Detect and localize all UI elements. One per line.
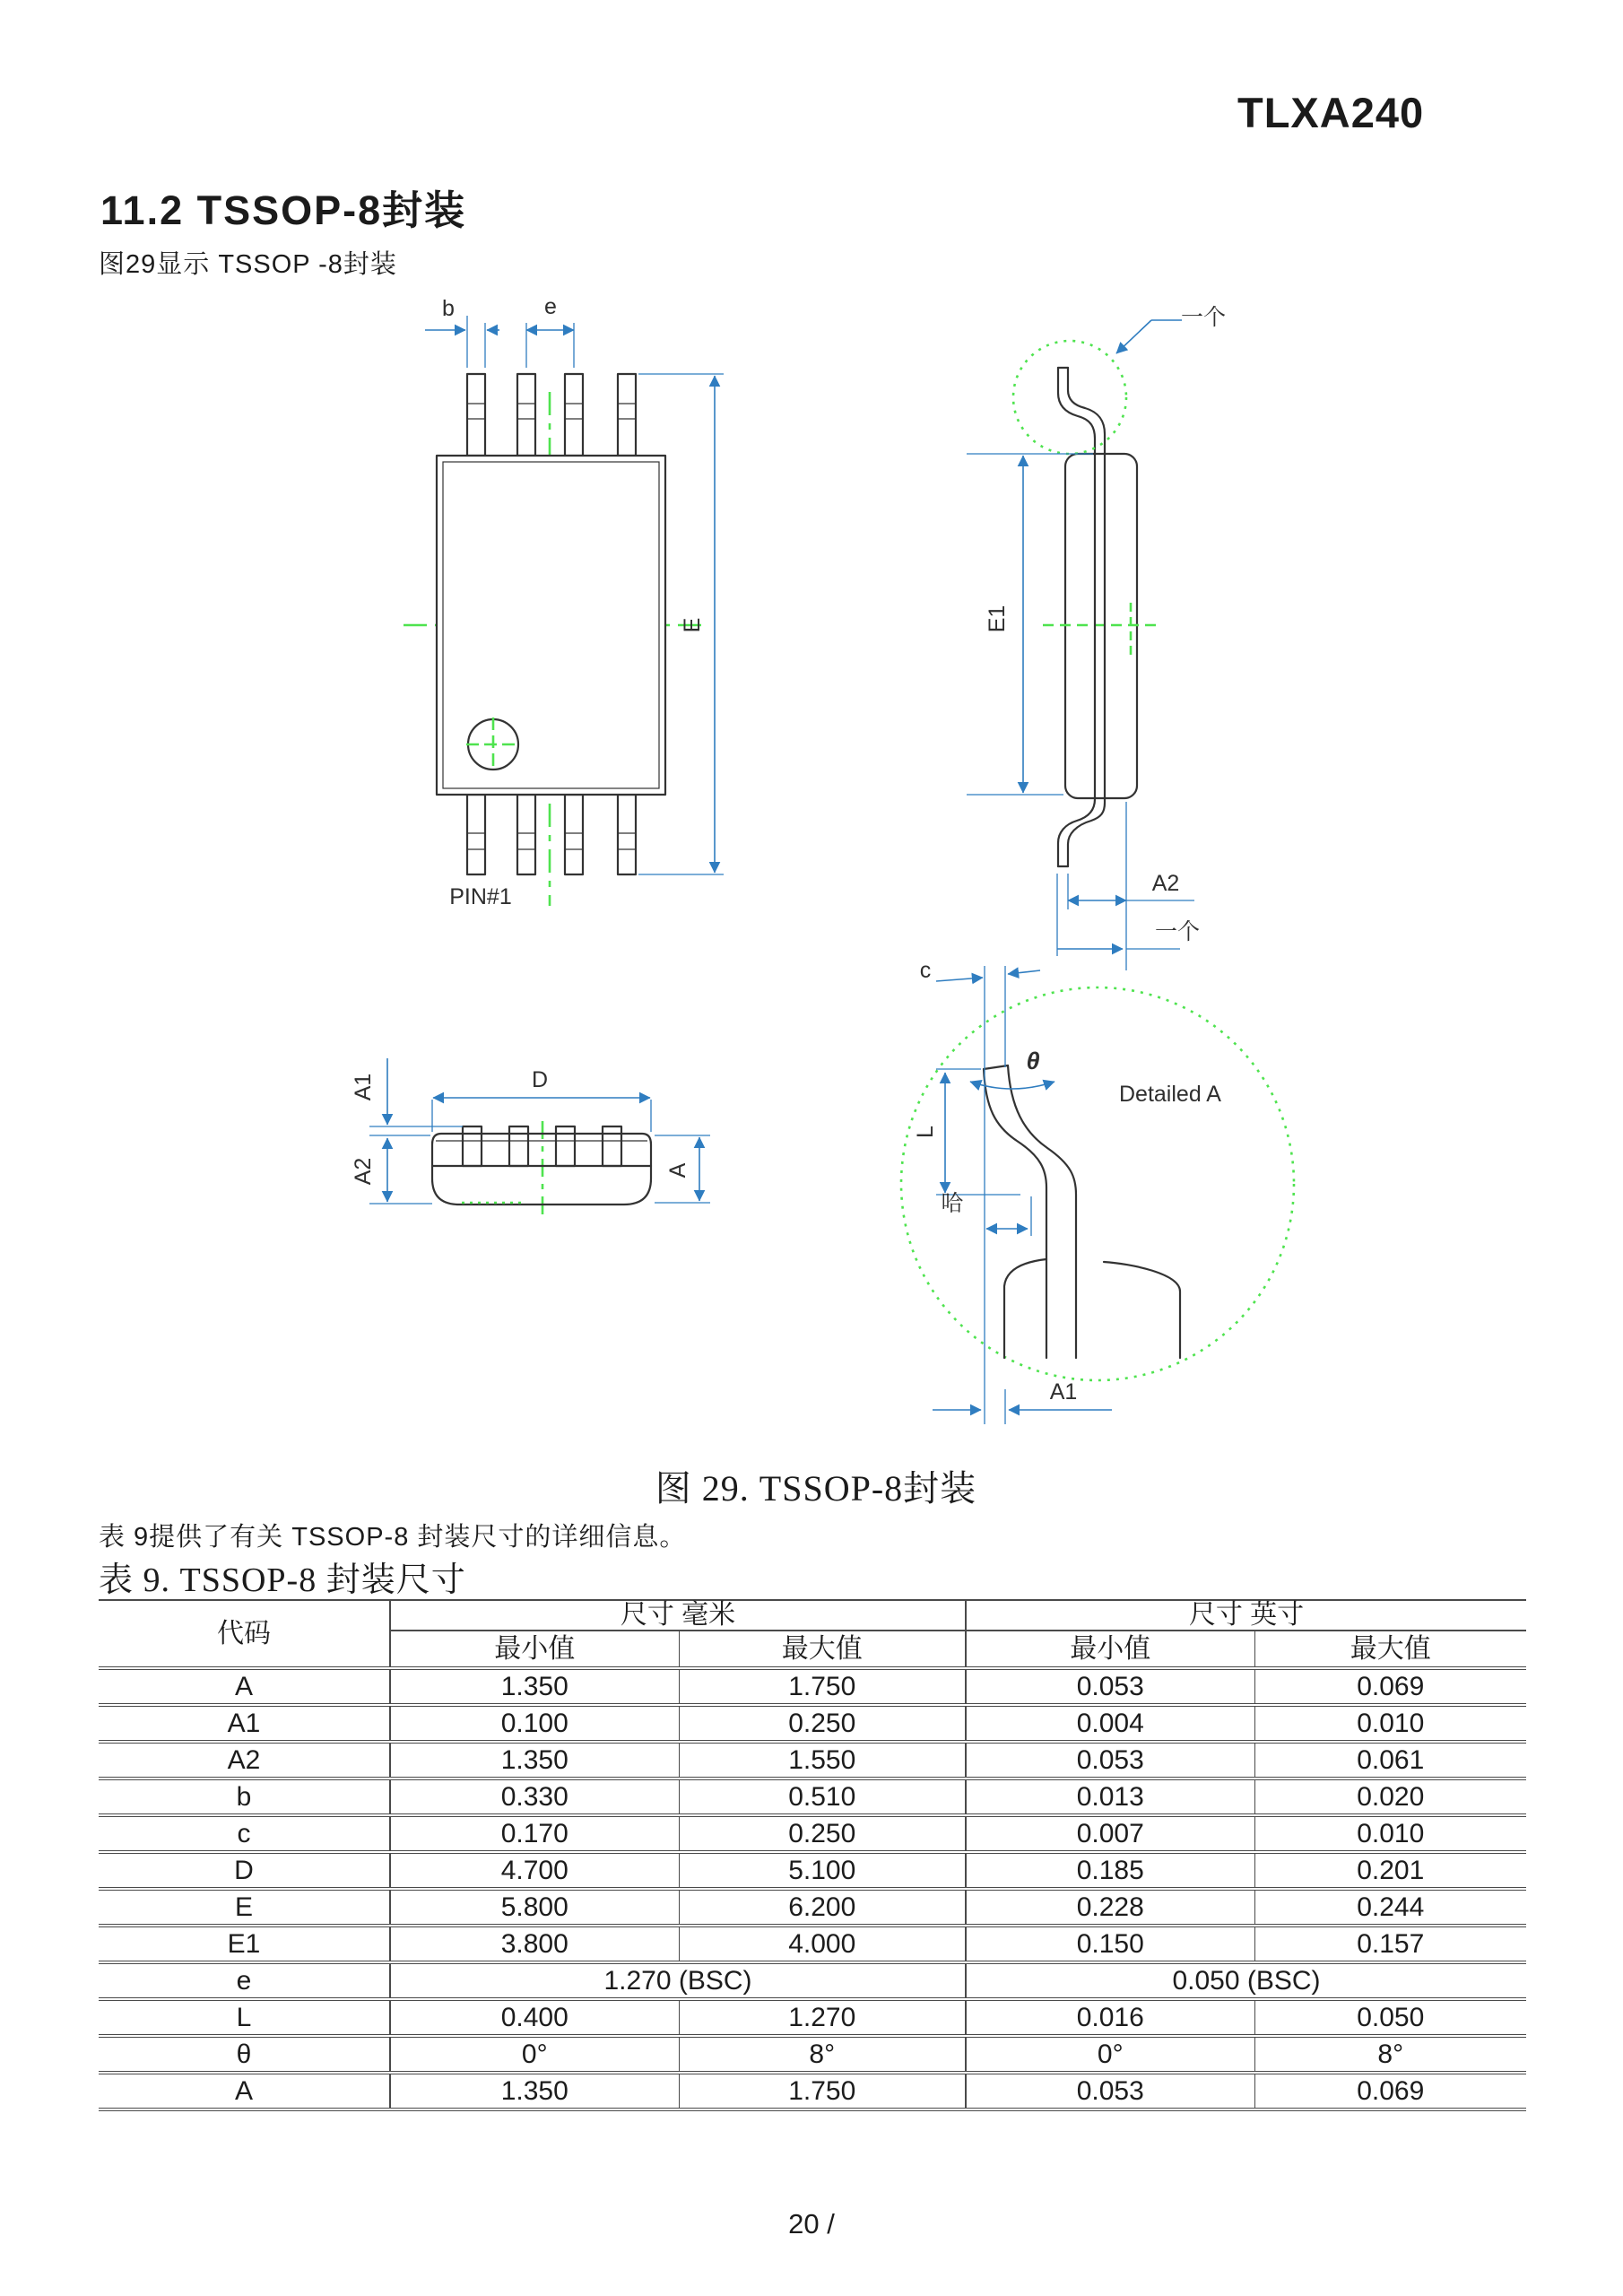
cell-mm-max: 8°: [679, 2036, 966, 2073]
cell-mm-min: 1.350: [390, 2073, 679, 2109]
cell-mm-max: 0.250: [679, 1705, 966, 1742]
cell-in-max: 0.069: [1254, 1668, 1526, 1705]
cell-mm-min: 1.350: [390, 1742, 679, 1779]
cell-in-min: 0.053: [966, 2073, 1254, 2109]
cell-mm-min: 0.330: [390, 1779, 679, 1815]
ha-dimension: [986, 1196, 1031, 1236]
top-pins: [467, 374, 636, 456]
cell-code: A1: [99, 1705, 390, 1742]
package-drawing-figure: [0, 296, 1623, 1462]
cell-mm-max: 0.510: [679, 1779, 966, 1815]
top-view-drawing: [404, 296, 724, 909]
detail-a-title: Detailed A: [1119, 1082, 1221, 1107]
col-group-mm: 尺寸 毫米: [390, 1600, 966, 1631]
detail-lead-outline: [984, 1065, 1180, 1358]
cell-in-max: 0.244: [1254, 1889, 1526, 1926]
col-group-inch: 尺寸 英寸: [966, 1600, 1526, 1631]
cell-mm-min: 1.350: [390, 1668, 679, 1705]
col-header-mm-max: 最大值: [679, 1631, 966, 1668]
cell-in-max: 0.020: [1254, 1779, 1526, 1815]
cell-code: A: [99, 2073, 390, 2109]
cell-mm-min: 0.400: [390, 1999, 679, 2036]
dim-label-L: L: [913, 1126, 938, 1138]
cell-mm-span: 1.270 (BSC): [390, 1962, 966, 1999]
cell-code: θ: [99, 2036, 390, 2073]
section-intro-text: 图29显示 TSSOP -8封装: [99, 250, 397, 279]
cell-code: A2: [99, 1742, 390, 1779]
table-row: [99, 2073, 1526, 2109]
table-row: [99, 1926, 1526, 1962]
pin1-label: PIN#1: [449, 884, 512, 909]
A2-dimension-front: [369, 1138, 432, 1204]
cell-in-span: 0.050 (BSC): [966, 1962, 1526, 1999]
col-header-in-max: 最大值: [1254, 1631, 1526, 1668]
table-intro-text: 表 9提供了有关 TSSOP-8 封装尺寸的详细信息。: [99, 1523, 687, 1552]
callout-bottom-label: 一个: [1154, 919, 1201, 944]
cell-mm-max: 1.550: [679, 1742, 966, 1779]
cell-code: D: [99, 1852, 390, 1889]
table-row: [99, 1815, 1526, 1852]
cell-in-min: 0°: [966, 2036, 1254, 2073]
cell-mm-min: 4.700: [390, 1852, 679, 1889]
cell-mm-min: 0.100: [390, 1705, 679, 1742]
dim-label-c: c: [919, 958, 932, 983]
cell-in-min: 0.007: [966, 1815, 1254, 1852]
cell-code: b: [99, 1779, 390, 1815]
table-row: [99, 1889, 1526, 1926]
cell-mm-max: 1.270: [679, 1999, 966, 2036]
cell-in-min: 0.053: [966, 1668, 1254, 1705]
dimensions-table-container: [99, 1599, 1526, 2111]
col-header-mm-min: 最小值: [390, 1631, 679, 1668]
dimensions-table: [99, 1599, 1526, 2111]
col-header-code: 代码: [99, 1600, 390, 1668]
front-view-drawing: [351, 1058, 710, 1214]
dim-label-A2-front: A2: [351, 1157, 376, 1186]
cell-mm-max: 1.750: [679, 1668, 966, 1705]
cell-code: E: [99, 1889, 390, 1926]
dim-label-e: e: [544, 296, 557, 319]
cell-in-min: 0.016: [966, 1999, 1254, 2036]
cell-mm-min: 0°: [390, 2036, 679, 2073]
cell-in-max: 0.069: [1254, 2073, 1526, 2109]
b-e-dimensions: [425, 316, 574, 368]
cell-in-max: 0.061: [1254, 1742, 1526, 1779]
top-callout: [1116, 320, 1182, 353]
dim-label-A2-side: A2: [1151, 871, 1180, 896]
cell-in-min: 0.228: [966, 1889, 1254, 1926]
section-heading: 11.2 TSSOP-8封装: [100, 187, 467, 233]
col-header-in-min: 最小值: [966, 1631, 1254, 1668]
table-row-e-merged: [99, 1962, 1526, 1999]
callout-top-label: 一个: [1180, 305, 1227, 330]
cell-in-max: 0.010: [1254, 1815, 1526, 1852]
table-row: [99, 1668, 1526, 1705]
dim-label-theta: θ: [1026, 1048, 1040, 1074]
L-dimension: [936, 1069, 1020, 1195]
cell-in-max: 0.010: [1254, 1705, 1526, 1742]
side-view-drawing: [967, 305, 1226, 970]
cell-mm-min: 3.800: [390, 1926, 679, 1962]
dim-label-D: D: [531, 1067, 549, 1092]
table-row: [99, 1999, 1526, 2036]
detail-a-drawing: [901, 958, 1294, 1424]
dim-label-b: b: [442, 296, 455, 321]
dim-label-E1: E1: [985, 604, 1010, 633]
A1-dimension-front: [369, 1058, 463, 1135]
product-name: TLXA240: [1237, 89, 1425, 136]
table-row: [99, 1705, 1526, 1742]
bottom-pins: [467, 795, 636, 874]
table-row: [99, 1852, 1526, 1889]
cell-mm-min: 5.800: [390, 1889, 679, 1926]
cell-in-max: 0.050: [1254, 1999, 1526, 2036]
figure-caption: 图 29. TSSOP-8封装: [655, 1468, 977, 1509]
cell-mm-max: 1.750: [679, 2073, 966, 2109]
dim-label-A-front: A: [665, 1162, 690, 1178]
table-row: [99, 1742, 1526, 1779]
page-number: 20 /: [788, 2208, 835, 2239]
cell-in-max: 0.201: [1254, 1852, 1526, 1889]
table-row: [99, 1779, 1526, 1815]
dim-label-ha: 哈: [941, 1191, 964, 1216]
dim-label-E: E: [680, 617, 705, 633]
cell-in-max: 8°: [1254, 2036, 1526, 2073]
c-dimension: [936, 970, 1040, 981]
dim-label-A1-detail: A1: [1049, 1379, 1078, 1405]
cell-mm-max: 4.000: [679, 1926, 966, 1962]
cell-mm-min: 0.170: [390, 1815, 679, 1852]
cell-code: A: [99, 1668, 390, 1705]
cell-code: c: [99, 1815, 390, 1852]
cell-in-min: 0.185: [966, 1852, 1254, 1889]
cell-code: E1: [99, 1926, 390, 1962]
detail-zone-circle-bottom: [901, 987, 1294, 1380]
cell-mm-max: 0.250: [679, 1815, 966, 1852]
table-row: [99, 2036, 1526, 2073]
cell-in-min: 0.053: [966, 1742, 1254, 1779]
cell-in-min: 0.013: [966, 1779, 1254, 1815]
table-title: 表 9. TSSOP-8 封装尺寸: [99, 1561, 466, 1599]
cell-mm-max: 5.100: [679, 1852, 966, 1889]
cell-code: L: [99, 1999, 390, 2036]
cell-in-max: 0.157: [1254, 1926, 1526, 1962]
cell-code: e: [99, 1962, 390, 1999]
cell-in-min: 0.150: [966, 1926, 1254, 1962]
cell-in-min: 0.004: [966, 1705, 1254, 1742]
cell-mm-max: 6.200: [679, 1889, 966, 1926]
dim-label-A1-front: A1: [351, 1073, 376, 1101]
